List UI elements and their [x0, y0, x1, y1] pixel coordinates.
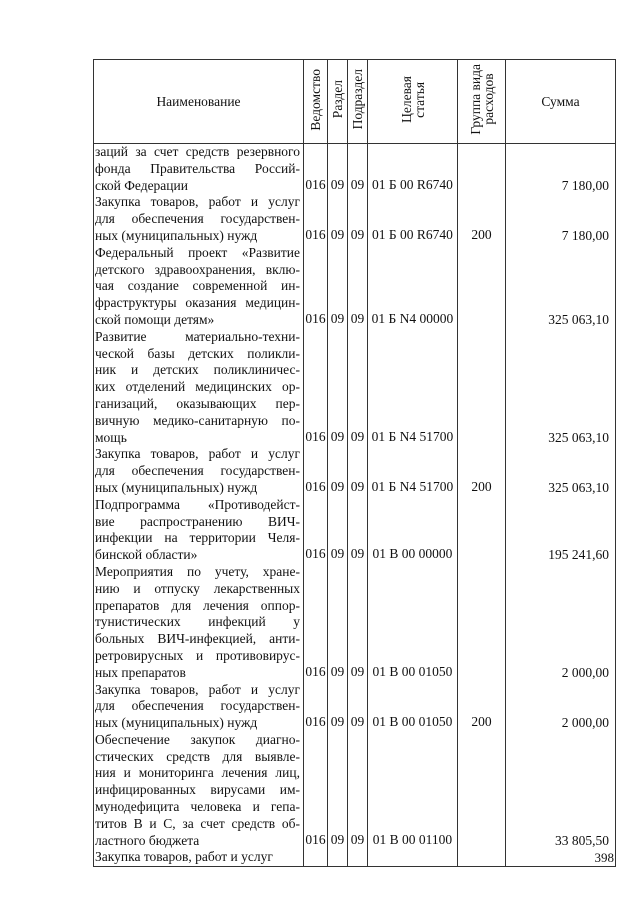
cell-name-line: ластного бюджета	[95, 832, 200, 848]
header-group: Группа вида расходов	[458, 60, 506, 144]
cell-dept: 016	[304, 144, 328, 195]
cell-name-line: ных (муниципальных) нужд	[95, 227, 258, 243]
cell-name-line: Мероприятия по учету, хране-	[95, 563, 300, 579]
cell-name	[94, 682, 304, 732]
cell-section: 09	[328, 446, 348, 496]
cell-subsection: 09	[348, 564, 368, 682]
cell-group: 200	[458, 682, 506, 732]
table-row	[94, 564, 616, 682]
cell-section: 09	[328, 245, 348, 329]
cell-name-line: Обеспечение закупок диагно-	[95, 731, 300, 747]
cell-sum: 33 805,50	[506, 732, 616, 850]
cell-sum: 325 063,10	[506, 245, 616, 329]
cell-name-line: ных (муниципальных) нужд	[95, 479, 258, 495]
cell-name-line: вие распространению ВИЧ-	[95, 513, 300, 529]
cell-group	[458, 329, 506, 447]
cell-name-line: бинской области»	[95, 547, 198, 563]
cell-subsection: 09	[348, 144, 368, 195]
cell-dept	[304, 849, 328, 866]
header-dept: Ведомство	[304, 60, 328, 144]
cell-name	[94, 497, 304, 564]
cell-sum: 325 063,10	[506, 329, 616, 447]
cell-dept: 016	[304, 732, 328, 850]
cell-target: 01 В 00 01100	[368, 732, 458, 850]
cell-section: 09	[328, 144, 348, 195]
cell-target	[368, 849, 458, 866]
cell-name-line: детского здравоохранения, вклю-	[95, 261, 300, 277]
cell-name	[94, 446, 304, 496]
cell-sum: 2 000,00	[506, 564, 616, 682]
cell-group	[458, 849, 506, 866]
cell-section: 09	[328, 732, 348, 850]
cell-subsection: 09	[348, 194, 368, 244]
cell-name-line: ких отделений медицинских ор-	[95, 379, 300, 395]
cell-name-line: ник и детских поликлиничес-	[95, 362, 300, 378]
table-body	[94, 144, 616, 867]
cell-name-line: для обеспечения государствен-	[95, 463, 300, 479]
cell-name-line: титов В и С, за счет средств об-	[95, 815, 300, 831]
cell-name-line: ретровирусных и противовирус-	[95, 647, 300, 663]
cell-name-line: ской помощи детям»	[95, 311, 215, 327]
cell-sum: 325 063,10	[506, 446, 616, 496]
cell-dept: 016	[304, 329, 328, 447]
cell-sum: 195 241,60	[506, 497, 616, 564]
cell-name-line: препаратов для лечения оппор-	[95, 597, 300, 613]
cell-name-line: ганизаций, оказывающих пер-	[95, 395, 300, 411]
cell-name-line: Подпрограмма «Противодейст-	[95, 496, 300, 512]
cell-name-line: больных ВИЧ-инфекцией, анти-	[95, 631, 300, 647]
cell-name-line: для обеспечения государствен-	[95, 211, 300, 227]
cell-name-line: Закупка товаров, работ и услуг	[95, 849, 273, 865]
table-row	[94, 329, 616, 447]
table-row	[94, 849, 616, 866]
table-header	[94, 60, 616, 144]
cell-section: 09	[328, 564, 348, 682]
cell-name-line: вичную медико-санитарную по-	[95, 412, 300, 428]
cell-target: 01 Б 00 R6740	[368, 144, 458, 195]
cell-name	[94, 849, 304, 866]
cell-dept: 016	[304, 446, 328, 496]
cell-name-line: ния и мониторинга лечения лиц,	[95, 765, 300, 781]
cell-name-line: зaций за счет средств резервного	[95, 144, 300, 159]
cell-name-line: ных (муниципальных) нужд	[95, 715, 258, 731]
cell-name-line: инфекции на территории Челя-	[95, 530, 300, 546]
cell-name-line: мощь	[95, 429, 127, 445]
cell-name-line: Федеральный проект «Развитие	[95, 244, 300, 260]
header-target: Целевая статья	[368, 60, 458, 144]
cell-section: 09	[328, 329, 348, 447]
cell-name-line: инфицированных вирусами им-	[95, 782, 300, 798]
cell-section: 09	[328, 194, 348, 244]
cell-name-line: ской Федерации	[95, 177, 188, 193]
header-section: Раздел	[328, 60, 348, 144]
cell-target: 01 Б N4 00000	[368, 245, 458, 329]
cell-name-line: мунодефицита человека и гепа-	[95, 799, 300, 815]
header-subsection: Подраздел	[348, 60, 368, 144]
cell-dept: 016	[304, 245, 328, 329]
table-row	[94, 194, 616, 244]
cell-group	[458, 732, 506, 850]
cell-subsection: 09	[348, 732, 368, 850]
cell-dept: 016	[304, 564, 328, 682]
cell-name-line: Закупка товаров, работ и услуг	[95, 681, 300, 697]
cell-group: 200	[458, 194, 506, 244]
cell-subsection: 09	[348, 446, 368, 496]
cell-name-line: для обеспечения государствен-	[95, 698, 300, 714]
cell-group	[458, 245, 506, 329]
cell-name-line: чая создание современной ин-	[95, 278, 300, 294]
cell-name-line: ческой базы детских поликли-	[95, 345, 300, 361]
cell-subsection	[348, 849, 368, 866]
header-name: Наименование	[94, 60, 304, 144]
cell-section: 09	[328, 682, 348, 732]
cell-name-line: фонда Правительства Россий-	[95, 160, 300, 176]
table-row	[94, 446, 616, 496]
table-row	[94, 732, 616, 850]
cell-name-line: нию и отпуску лекарственных	[95, 580, 300, 596]
cell-name	[94, 329, 304, 447]
cell-target: 01 Б 00 R6740	[368, 194, 458, 244]
cell-subsection: 09	[348, 682, 368, 732]
cell-target: 01 В 00 01050	[368, 682, 458, 732]
budget-table	[93, 59, 616, 867]
cell-subsection: 09	[348, 497, 368, 564]
cell-subsection: 09	[348, 245, 368, 329]
cell-subsection: 09	[348, 329, 368, 447]
cell-section	[328, 849, 348, 866]
cell-name-line: Закупка товаров, работ и услуг	[95, 194, 300, 210]
cell-name-line: Развитие материально-техни-	[95, 328, 300, 344]
cell-target: 01 Б N4 51700	[368, 446, 458, 496]
cell-name	[94, 245, 304, 329]
header-sum: Сумма	[506, 60, 616, 144]
cell-name	[94, 732, 304, 850]
cell-target: 01 В 00 00000	[368, 497, 458, 564]
cell-dept: 016	[304, 497, 328, 564]
cell-sum: 7 180,00	[506, 194, 616, 244]
cell-name-line: стических средств для выявле-	[95, 748, 300, 764]
cell-name-line: ных препаратов	[95, 664, 186, 680]
cell-target: 01 В 00 01050	[368, 564, 458, 682]
cell-name	[94, 144, 304, 195]
cell-dept: 016	[304, 682, 328, 732]
table-row	[94, 682, 616, 732]
cell-name	[94, 564, 304, 682]
cell-name-line: фраструктуры оказания медицин-	[95, 295, 300, 311]
cell-name-line: тунистических инфекций у	[95, 614, 300, 630]
table-row	[94, 245, 616, 329]
cell-group: 200	[458, 446, 506, 496]
cell-target: 01 Б N4 51700	[368, 329, 458, 447]
cell-dept: 016	[304, 194, 328, 244]
cell-group	[458, 564, 506, 682]
cell-sum: 2 000,00	[506, 682, 616, 732]
page-number: 398	[594, 850, 614, 865]
table-row	[94, 497, 616, 564]
cell-group	[458, 144, 506, 195]
cell-sum: 7 180,00	[506, 144, 616, 195]
cell-section: 09	[328, 497, 348, 564]
table-row	[94, 144, 616, 195]
cell-group	[458, 497, 506, 564]
cell-name-line: Закупка товаров, работ и услуг	[95, 446, 300, 462]
cell-name	[94, 194, 304, 244]
